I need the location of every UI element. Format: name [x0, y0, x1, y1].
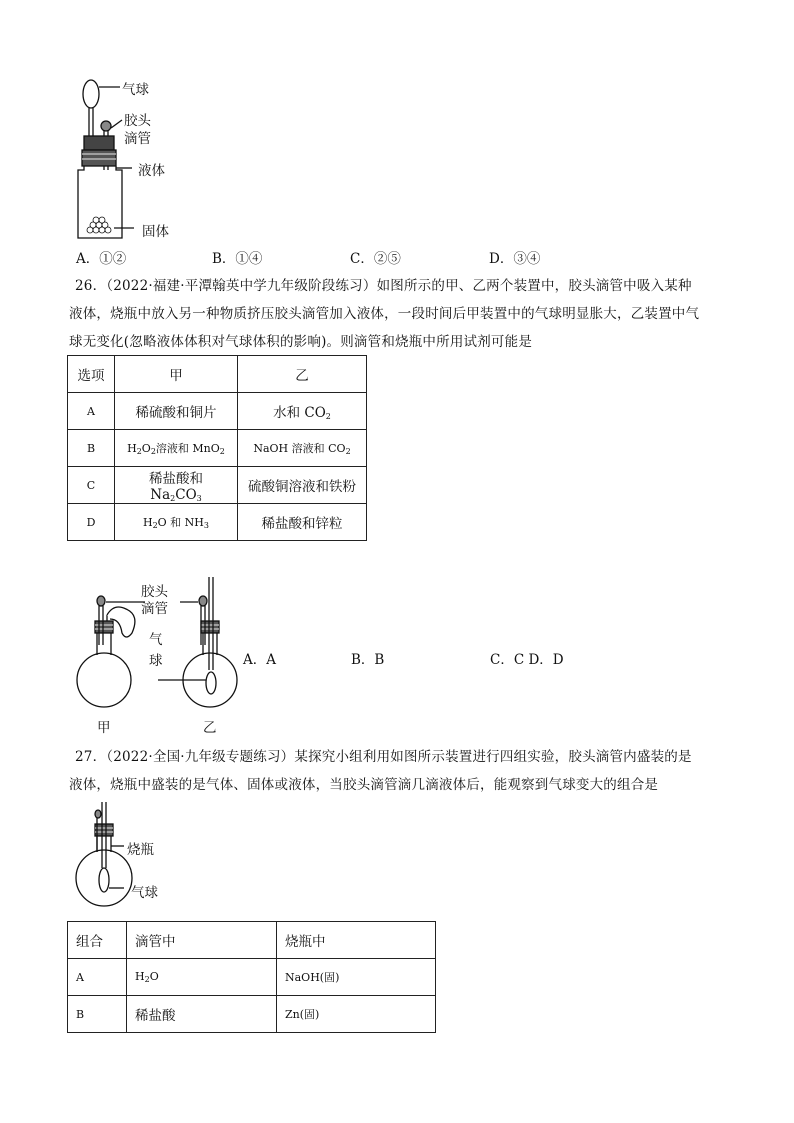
q26-header-jia: 甲: [115, 356, 238, 393]
q25-option-a: A．①②: [76, 251, 127, 267]
q26-flask-jia: [77, 653, 131, 707]
table-row: [68, 996, 436, 1033]
q26-row-d-yi: 稀盐酸和锌粒: [238, 504, 367, 541]
q26-label-jia: 甲: [97, 720, 111, 736]
q26-row-d-jia: $H_2O$ 和 $NH_3$: [115, 504, 238, 541]
table-row: [68, 959, 436, 996]
q25-label-liquid: 液体: [138, 163, 165, 179]
q27-stem-line-2: 液体，烧瓶中盛装的是气体、固体或液体，当胶头滴管滴几滴液体后，能观察到气球变大的组合是: [69, 777, 659, 793]
q27-row-b-flask: Zn(固): [277, 996, 436, 1033]
q26-row-c-jia: 稀盐酸和 $Na_2CO_3$: [115, 467, 238, 504]
q26-option-a: A．A: [243, 652, 276, 668]
q27-label-flask: 烧瓶: [127, 842, 154, 858]
q25-option-d: D．③④: [489, 251, 541, 267]
q27-header-dropper: 滴管中: [127, 922, 277, 959]
q27-row-a-opt: A: [68, 959, 127, 996]
q25-label-dropper-2: 滴管: [124, 131, 151, 147]
q27-stem-line-1: 27．（2022·全国·九年级专题练习）某探究小组利用如图所示装置进行四组实验，胶头滴管内盛装的是: [75, 749, 692, 765]
q26-table: [67, 355, 367, 541]
q26-stem-line-3: 球无变化(忽略液体体积对气球体积的影响)。则滴管和烧瓶中所用试剂可能是: [69, 334, 533, 350]
q25-option-c: C．②⑤: [350, 251, 401, 267]
q25-label-solid: 固体: [142, 224, 169, 240]
q26-label-balloon-2: 球: [149, 653, 163, 669]
q26-header-option: 选项: [68, 356, 115, 393]
q27-row-a-dropper: $H_2O$: [127, 959, 277, 996]
q26-option-b: B．B: [351, 652, 385, 668]
q26-label-dropper-2: 滴管: [141, 601, 168, 617]
q26-row-b-opt: B: [68, 430, 115, 467]
q25-stopper: [84, 136, 114, 150]
q27-header-flask: 烧瓶中: [277, 922, 436, 959]
q26-row-b-jia: $H_2O_2$溶液和 MnO$_2$: [115, 430, 238, 467]
q26-label-yi: 乙: [203, 720, 217, 736]
q27-row-b-opt: B: [68, 996, 127, 1033]
q26-row-d-opt: D: [68, 504, 115, 541]
q25-label-balloon: 气球: [122, 82, 149, 98]
q26-row-b-yi: NaOH 溶液和 $CO_2$: [238, 430, 367, 467]
q25-balloon: [83, 80, 99, 108]
q26-label-dropper-1: 胶头: [141, 584, 168, 600]
table-row: [68, 467, 367, 504]
q26-row-a-yi: 水和 $CO_2$: [238, 393, 367, 430]
q25-option-b: B．①④: [212, 251, 263, 267]
q27-table: [67, 921, 436, 1033]
q27-header-combo: 组合: [68, 922, 127, 959]
table-row: [68, 504, 367, 541]
q26-label-balloon-1: 气: [149, 632, 163, 648]
q27-label-balloon: 气球: [131, 885, 158, 901]
q26-row-c-yi: 硫酸铜溶液和铁粉: [238, 467, 367, 504]
q26-row-a-opt: A: [68, 393, 115, 430]
q27-row-a-flask: NaOH(固): [277, 959, 436, 996]
q25-label-dropper-1: 胶头: [124, 113, 151, 129]
q27-row-b-dropper: 稀盐酸: [127, 996, 277, 1033]
q26-header-yi: 乙: [238, 356, 367, 393]
q25-dropper-bulb: [101, 121, 111, 131]
table-row: [68, 393, 367, 430]
q26-row-a-jia: 稀硫酸和铜片: [115, 393, 238, 430]
q26-row-c-opt: C: [68, 467, 115, 504]
q26-stem-line-2: 液体，烧瓶中放入另一种物质挤压胶头滴管加入液体，一段时间后甲装置中的气球明显胀大，乙装置中气: [69, 306, 700, 322]
q26-option-cd: C．C D．D: [490, 652, 564, 668]
q26-stem-line-1: 26．（2022·福建·平潭翰英中学九年级阶段练习）如图所示的甲、乙两个装置中，胶头滴管中吸入某种: [75, 278, 692, 294]
table-row: [68, 430, 367, 467]
